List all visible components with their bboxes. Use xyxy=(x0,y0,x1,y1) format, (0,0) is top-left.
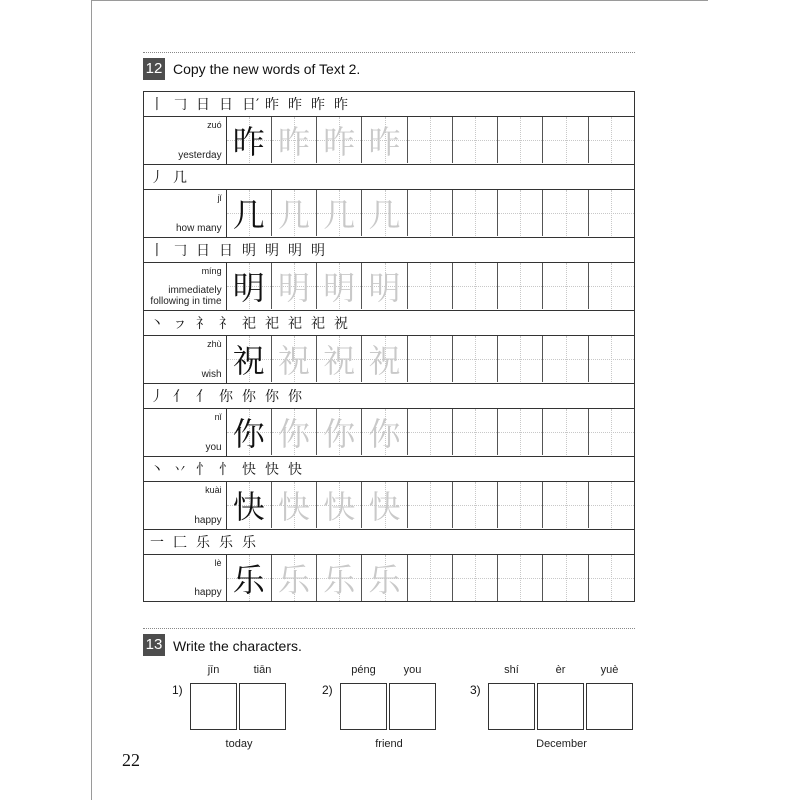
exercise-number-13: 13 xyxy=(143,634,165,656)
trace-character: 祝 xyxy=(368,342,401,380)
practice-box-empty[interactable] xyxy=(453,117,498,163)
meaning-line: happy xyxy=(194,587,222,598)
answer-pinyin: you xyxy=(403,664,422,676)
meaning xyxy=(176,223,222,234)
practice-box-filled xyxy=(362,409,407,455)
word-info xyxy=(144,263,227,310)
practice-box-empty[interactable] xyxy=(543,263,588,309)
answer-box[interactable] xyxy=(389,683,436,730)
character-row xyxy=(143,481,635,529)
practice-box-empty[interactable] xyxy=(453,336,498,382)
answer-box[interactable] xyxy=(537,683,584,730)
trace-character: 明 xyxy=(277,269,310,307)
stroke-step: 日 xyxy=(196,243,210,259)
stroke-order-row xyxy=(143,310,635,335)
answer-pinyin: yuè xyxy=(600,664,619,676)
stroke-step: 快 xyxy=(288,462,302,478)
model-character: 明 xyxy=(232,269,265,307)
answer-english: today xyxy=(225,738,253,750)
trace-character: 你 xyxy=(368,415,401,453)
meaning-line: how many xyxy=(176,223,222,234)
trace-character: 几 xyxy=(323,196,356,234)
trace-character: 几 xyxy=(368,196,401,234)
meaning-line: immediately xyxy=(168,285,222,296)
practice-box-filled xyxy=(317,336,362,382)
practice-box-empty[interactable] xyxy=(408,409,453,455)
trace-character: 你 xyxy=(323,415,356,453)
trace-character: 乐 xyxy=(368,561,401,599)
item-label: 3) xyxy=(470,683,481,697)
answer-pinyin: shí xyxy=(504,664,519,676)
stroke-step: 礻 xyxy=(196,316,210,332)
meaning-line: yesterday xyxy=(178,150,222,161)
stroke-step: 忄 xyxy=(219,462,233,478)
model-character: 你 xyxy=(232,415,265,453)
practice-box-filled xyxy=(362,555,407,601)
answer-box[interactable] xyxy=(340,683,387,730)
practice-box-filled xyxy=(272,190,317,236)
meaning-line: you xyxy=(205,442,222,453)
practice-box-filled xyxy=(272,263,317,309)
meaning-line: following in time xyxy=(150,296,222,307)
practice-box-filled xyxy=(362,336,407,382)
trace-character: 快 xyxy=(368,488,401,526)
stroke-step: 昨 xyxy=(334,97,348,113)
practice-box-empty[interactable] xyxy=(498,190,543,236)
character-row xyxy=(143,189,635,237)
word-info xyxy=(144,555,227,601)
practice-box-empty[interactable] xyxy=(408,555,453,601)
stroke-order-row xyxy=(143,91,635,116)
trace-character: 几 xyxy=(277,196,310,234)
answer-english: December xyxy=(536,738,587,750)
character-row xyxy=(143,116,635,164)
stroke-step: 你 xyxy=(265,389,279,405)
stroke-step: 亻 xyxy=(173,389,187,405)
practice-box-empty[interactable] xyxy=(543,409,588,455)
model-character: 快 xyxy=(232,488,265,526)
practice-box-filled xyxy=(362,263,407,309)
model-character: 祝 xyxy=(232,342,265,380)
stroke-step: 乐 xyxy=(242,535,256,551)
practice-box-filled xyxy=(272,336,317,382)
practice-box-empty[interactable] xyxy=(408,482,453,528)
practice-box-empty[interactable] xyxy=(498,482,543,528)
exercise-number-12: 12 xyxy=(143,58,165,80)
stroke-step: 一 xyxy=(150,535,164,551)
practice-box-filled xyxy=(317,482,362,528)
practice-box-filled xyxy=(362,190,407,236)
practice-box-empty[interactable] xyxy=(589,409,634,455)
stroke-step: 丿 xyxy=(150,170,164,186)
meaning xyxy=(150,285,221,307)
item-label: 2) xyxy=(322,683,333,697)
answer-pinyin: èr xyxy=(555,664,566,676)
practice-box-empty[interactable] xyxy=(589,555,634,601)
practice-box-filled xyxy=(227,117,272,163)
stroke-step: 祀 xyxy=(311,316,325,332)
meaning xyxy=(178,150,221,161)
practice-box-empty[interactable] xyxy=(453,555,498,601)
character-row xyxy=(143,262,635,310)
practice-box-empty[interactable] xyxy=(408,263,453,309)
trace-character: 快 xyxy=(323,488,356,526)
practice-box-empty[interactable] xyxy=(408,117,453,163)
trace-character: 祝 xyxy=(323,342,356,380)
stroke-step: 丨 xyxy=(150,97,164,113)
pinyin: zhù xyxy=(207,339,222,349)
section-divider xyxy=(143,628,635,629)
copy-grid xyxy=(143,91,635,602)
stroke-step: 匚 xyxy=(173,535,187,551)
stroke-step: 忄 xyxy=(196,462,210,478)
answer-box[interactable] xyxy=(239,683,286,730)
meaning-line: wish xyxy=(201,369,222,380)
stroke-order-row xyxy=(143,383,635,408)
model-character: 昨 xyxy=(232,123,265,161)
practice-box-empty[interactable] xyxy=(589,117,634,163)
practice-box-filled xyxy=(227,555,272,601)
practice-box-filled xyxy=(227,336,272,382)
practice-box-filled xyxy=(227,263,272,309)
practice-box-filled xyxy=(317,555,362,601)
stroke-step: 丶 xyxy=(150,316,164,332)
practice-box-empty[interactable] xyxy=(543,555,588,601)
stroke-step: 礻 xyxy=(219,316,233,332)
stroke-step: ㇷ xyxy=(173,316,187,332)
stroke-step: 明 xyxy=(288,243,302,259)
practice-box-filled xyxy=(272,117,317,163)
character-row xyxy=(143,335,635,383)
answer-pinyin: tiān xyxy=(253,664,272,676)
practice-box-filled xyxy=(317,117,362,163)
trace-character: 昨 xyxy=(277,123,310,161)
trace-character: 昨 xyxy=(323,123,356,161)
stroke-step: 乐 xyxy=(196,535,210,551)
character-row xyxy=(143,554,635,602)
word-info xyxy=(144,409,227,456)
answer-english: friend xyxy=(375,738,403,750)
stroke-step: 快 xyxy=(242,462,256,478)
trace-character: 明 xyxy=(323,269,356,307)
meaning-line: happy xyxy=(194,515,222,526)
stroke-step: 明 xyxy=(265,243,279,259)
practice-box-empty[interactable] xyxy=(453,482,498,528)
practice-box-empty[interactable] xyxy=(498,336,543,382)
practice-box-filled xyxy=(227,409,272,455)
model-character: 几 xyxy=(232,196,265,234)
page-number: 22 xyxy=(122,750,140,770)
character-row xyxy=(143,408,635,456)
practice-box-filled xyxy=(317,409,362,455)
practice-box-filled xyxy=(272,482,317,528)
practice-box-empty[interactable] xyxy=(453,263,498,309)
practice-box-filled xyxy=(362,482,407,528)
stroke-step: 日 xyxy=(196,97,210,113)
practice-box-empty[interactable] xyxy=(453,190,498,236)
practice-box-empty[interactable] xyxy=(543,336,588,382)
practice-box-filled xyxy=(272,555,317,601)
stroke-order-row xyxy=(143,164,635,189)
stroke-step: 昨 xyxy=(288,97,302,113)
meaning xyxy=(194,515,221,526)
stroke-step: 祀 xyxy=(265,316,279,332)
practice-box-empty[interactable] xyxy=(589,190,634,236)
stroke-step: 日 xyxy=(219,243,233,259)
stroke-step: 你 xyxy=(288,389,302,405)
practice-box-empty[interactable] xyxy=(498,409,543,455)
stroke-step: 乐 xyxy=(219,535,233,551)
answer-box[interactable] xyxy=(586,683,633,730)
word-info xyxy=(144,482,227,529)
stroke-step: 𠃌 xyxy=(173,243,187,259)
answer-box[interactable] xyxy=(190,683,237,730)
practice-box-empty[interactable] xyxy=(589,263,634,309)
stroke-order-row xyxy=(143,456,635,481)
practice-box-empty[interactable] xyxy=(498,555,543,601)
pinyin: zuó xyxy=(207,120,222,130)
trace-character: 祝 xyxy=(277,342,310,380)
answer-pinyin: jīn xyxy=(207,664,220,676)
trace-character: 快 xyxy=(277,488,310,526)
pinyin: jǐ xyxy=(217,193,222,203)
practice-box-empty[interactable] xyxy=(408,336,453,382)
answer-box[interactable] xyxy=(488,683,535,730)
pinyin: míng xyxy=(201,266,222,276)
stroke-step: 𠃌 xyxy=(173,97,187,113)
practice-box-empty[interactable] xyxy=(543,482,588,528)
meaning xyxy=(202,369,222,380)
meaning xyxy=(194,587,221,598)
stroke-step: 昨 xyxy=(265,97,279,113)
practice-box-empty[interactable] xyxy=(543,190,588,236)
stroke-step: 明 xyxy=(242,243,256,259)
word-info xyxy=(144,336,227,383)
item-label: 1) xyxy=(172,683,183,697)
pinyin: lè xyxy=(214,558,222,568)
section-divider xyxy=(143,52,635,53)
pinyin: kuài xyxy=(205,485,222,495)
practice-box-empty[interactable] xyxy=(498,117,543,163)
stroke-order-row xyxy=(143,529,635,554)
pinyin: nǐ xyxy=(214,412,222,422)
practice-box-empty[interactable] xyxy=(589,336,634,382)
practice-box-empty[interactable] xyxy=(589,482,634,528)
practice-box-filled xyxy=(317,190,362,236)
answer-pinyin: péng xyxy=(351,664,376,676)
trace-character: 乐 xyxy=(277,561,310,599)
stroke-step: 丿 xyxy=(150,389,164,405)
word-info xyxy=(144,190,227,237)
stroke-step: 祝 xyxy=(334,316,348,332)
stroke-step: 亻 xyxy=(196,389,210,405)
stroke-step: 昨 xyxy=(311,97,325,113)
stroke-step: 祀 xyxy=(288,316,302,332)
word-info xyxy=(144,117,227,164)
stroke-step: 丷 xyxy=(173,462,187,478)
stroke-step: 你 xyxy=(219,389,233,405)
practice-box-filled xyxy=(362,117,407,163)
practice-box-empty[interactable] xyxy=(408,190,453,236)
trace-character: 乐 xyxy=(323,561,356,599)
model-character: 乐 xyxy=(232,561,265,599)
stroke-order-row xyxy=(143,237,635,262)
practice-box-filled xyxy=(227,190,272,236)
practice-box-filled xyxy=(272,409,317,455)
stroke-step: 日′ xyxy=(242,97,260,113)
stroke-step: 祀 xyxy=(242,316,256,332)
stroke-step: 丶 xyxy=(150,462,164,478)
practice-box-empty[interactable] xyxy=(543,117,588,163)
exercise-title-12: Copy the new words of Text 2. xyxy=(173,61,361,77)
practice-box-empty[interactable] xyxy=(453,409,498,455)
stroke-step: 你 xyxy=(242,389,256,405)
trace-character: 你 xyxy=(277,415,310,453)
practice-box-filled xyxy=(227,482,272,528)
stroke-step: 明 xyxy=(311,243,325,259)
stroke-step: 日 xyxy=(219,97,233,113)
exercise-title-13: Write the characters. xyxy=(173,638,302,654)
stroke-step: 丨 xyxy=(150,243,164,259)
stroke-step: 快 xyxy=(265,462,279,478)
meaning xyxy=(205,442,221,453)
trace-character: 昨 xyxy=(368,123,401,161)
practice-box-empty[interactable] xyxy=(498,263,543,309)
practice-box-filled xyxy=(317,263,362,309)
trace-character: 明 xyxy=(368,269,401,307)
stroke-step: 几 xyxy=(173,170,187,186)
